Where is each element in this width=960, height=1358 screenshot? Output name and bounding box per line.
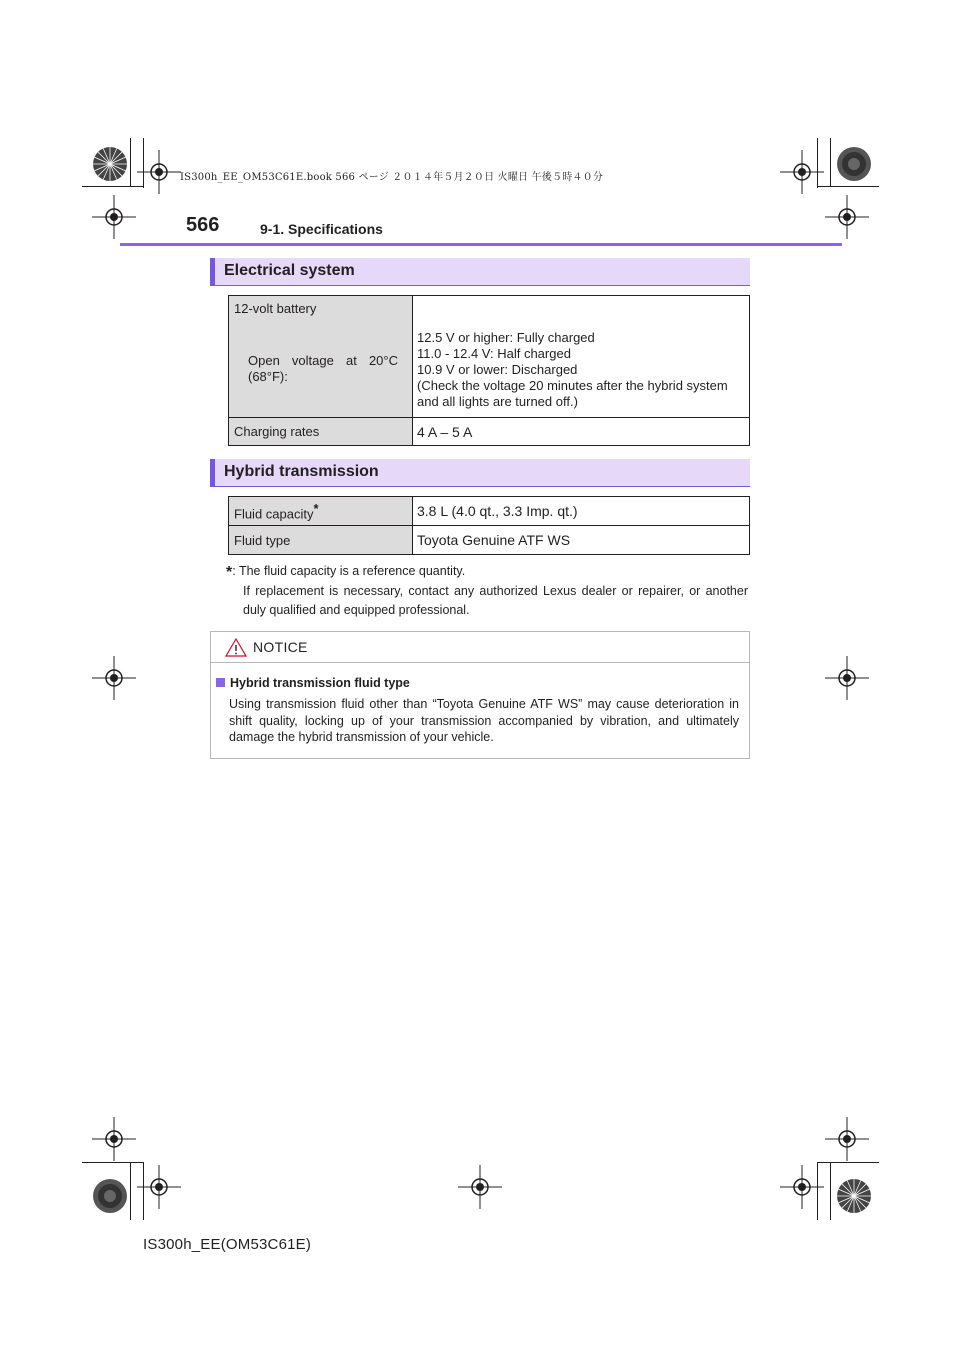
footnote-line-2: If replacement is necessary, contact any authorized Lexus dealer or repairer, or another duly qualified and equipped professional. — [243, 584, 748, 617]
battery-label: 12-volt battery — [234, 301, 317, 316]
footnote — [226, 562, 748, 620]
manual-code: IS300h_EE(OM53C61E) — [143, 1236, 312, 1253]
open-voltage-label: Open voltage at 20°C (68°F): — [248, 353, 398, 384]
battery-line-note: (Check the voltage 20 minutes after the hybrid system and all lights are turned off.) — [417, 378, 728, 409]
notice-box — [210, 631, 750, 759]
crosshair-icon — [137, 150, 181, 194]
registration-dial-icon — [836, 146, 872, 182]
table-row — [229, 497, 750, 526]
footnote-marker: * — [226, 564, 233, 581]
fluid-capacity-value: 3.8 L (4.0 qt., 3.3 Imp. qt.) — [413, 497, 750, 526]
crosshair-icon — [780, 150, 824, 194]
notice-subheading-text: Hybrid transmission fluid type — [230, 676, 410, 690]
notice-text: Using transmission fluid other than “Toyota Genuine ATF WS” may cause deterioration in shift quality, locking up of your transmission accompanied by vibration, and ultimately damage the hybrid transmission of your vehicle. — [229, 697, 739, 744]
charging-rates-value: 4 A – 5 A — [413, 418, 750, 446]
electrical-system-heading — [210, 258, 750, 286]
battery-line-full: 12.5 V or higher: Fully charged — [417, 330, 595, 345]
registration-starburst-icon — [92, 146, 128, 182]
fluid-capacity-label-cell — [229, 497, 413, 526]
section-title: 9-1. Specifications — [260, 221, 383, 237]
registration-starburst-icon — [836, 1178, 872, 1214]
registration-dial-icon — [92, 1178, 128, 1214]
fluid-capacity-marker: * — [313, 500, 319, 516]
battery-line-half: 11.0 - 12.4 V: Half charged — [417, 346, 571, 361]
page-number: 566 — [186, 214, 220, 236]
battery-label-cell — [229, 296, 413, 418]
battery-line-discharged: 10.9 V or lower: Discharged — [417, 362, 578, 377]
header-rule — [120, 243, 842, 246]
footnote-line-1: : The fluid capacity is a reference quantity. — [232, 564, 466, 578]
hybrid-transmission-heading — [210, 459, 750, 487]
electrical-system-title: Electrical system — [224, 262, 355, 279]
crosshair-icon — [458, 1165, 502, 1209]
crosshair-icon — [825, 656, 869, 700]
notice-subheading — [216, 676, 410, 690]
battery-value-cell — [413, 296, 750, 418]
charging-rates-label: Charging rates — [229, 418, 413, 446]
fluid-type-label: Fluid type — [229, 526, 413, 555]
notice-title: NOTICE — [253, 639, 308, 655]
table-row — [229, 418, 750, 446]
crosshair-icon — [92, 656, 136, 700]
hybrid-transmission-title: Hybrid transmission — [224, 463, 379, 480]
notice-header — [211, 632, 749, 663]
crosshair-icon — [780, 1165, 824, 1209]
crosshair-icon — [92, 1117, 136, 1161]
hybrid-transmission-table — [228, 496, 750, 555]
print-header: IS300h_EE_OM53C61E.book 566 ページ ２０１４年５月２０日 火曜日 午後５時４０分 — [180, 172, 604, 183]
bullet-square-icon — [216, 678, 225, 687]
table-row — [229, 296, 750, 418]
warning-triangle-icon — [225, 638, 247, 662]
fluid-type-value: Toyota Genuine ATF WS — [413, 526, 750, 555]
table-row — [229, 526, 750, 555]
crosshair-icon — [92, 195, 136, 239]
fluid-capacity-label: Fluid capacity — [234, 506, 314, 522]
crosshair-icon — [825, 195, 869, 239]
crosshair-icon — [137, 1165, 181, 1209]
electrical-system-table — [228, 295, 750, 446]
crosshair-icon — [825, 1117, 869, 1161]
